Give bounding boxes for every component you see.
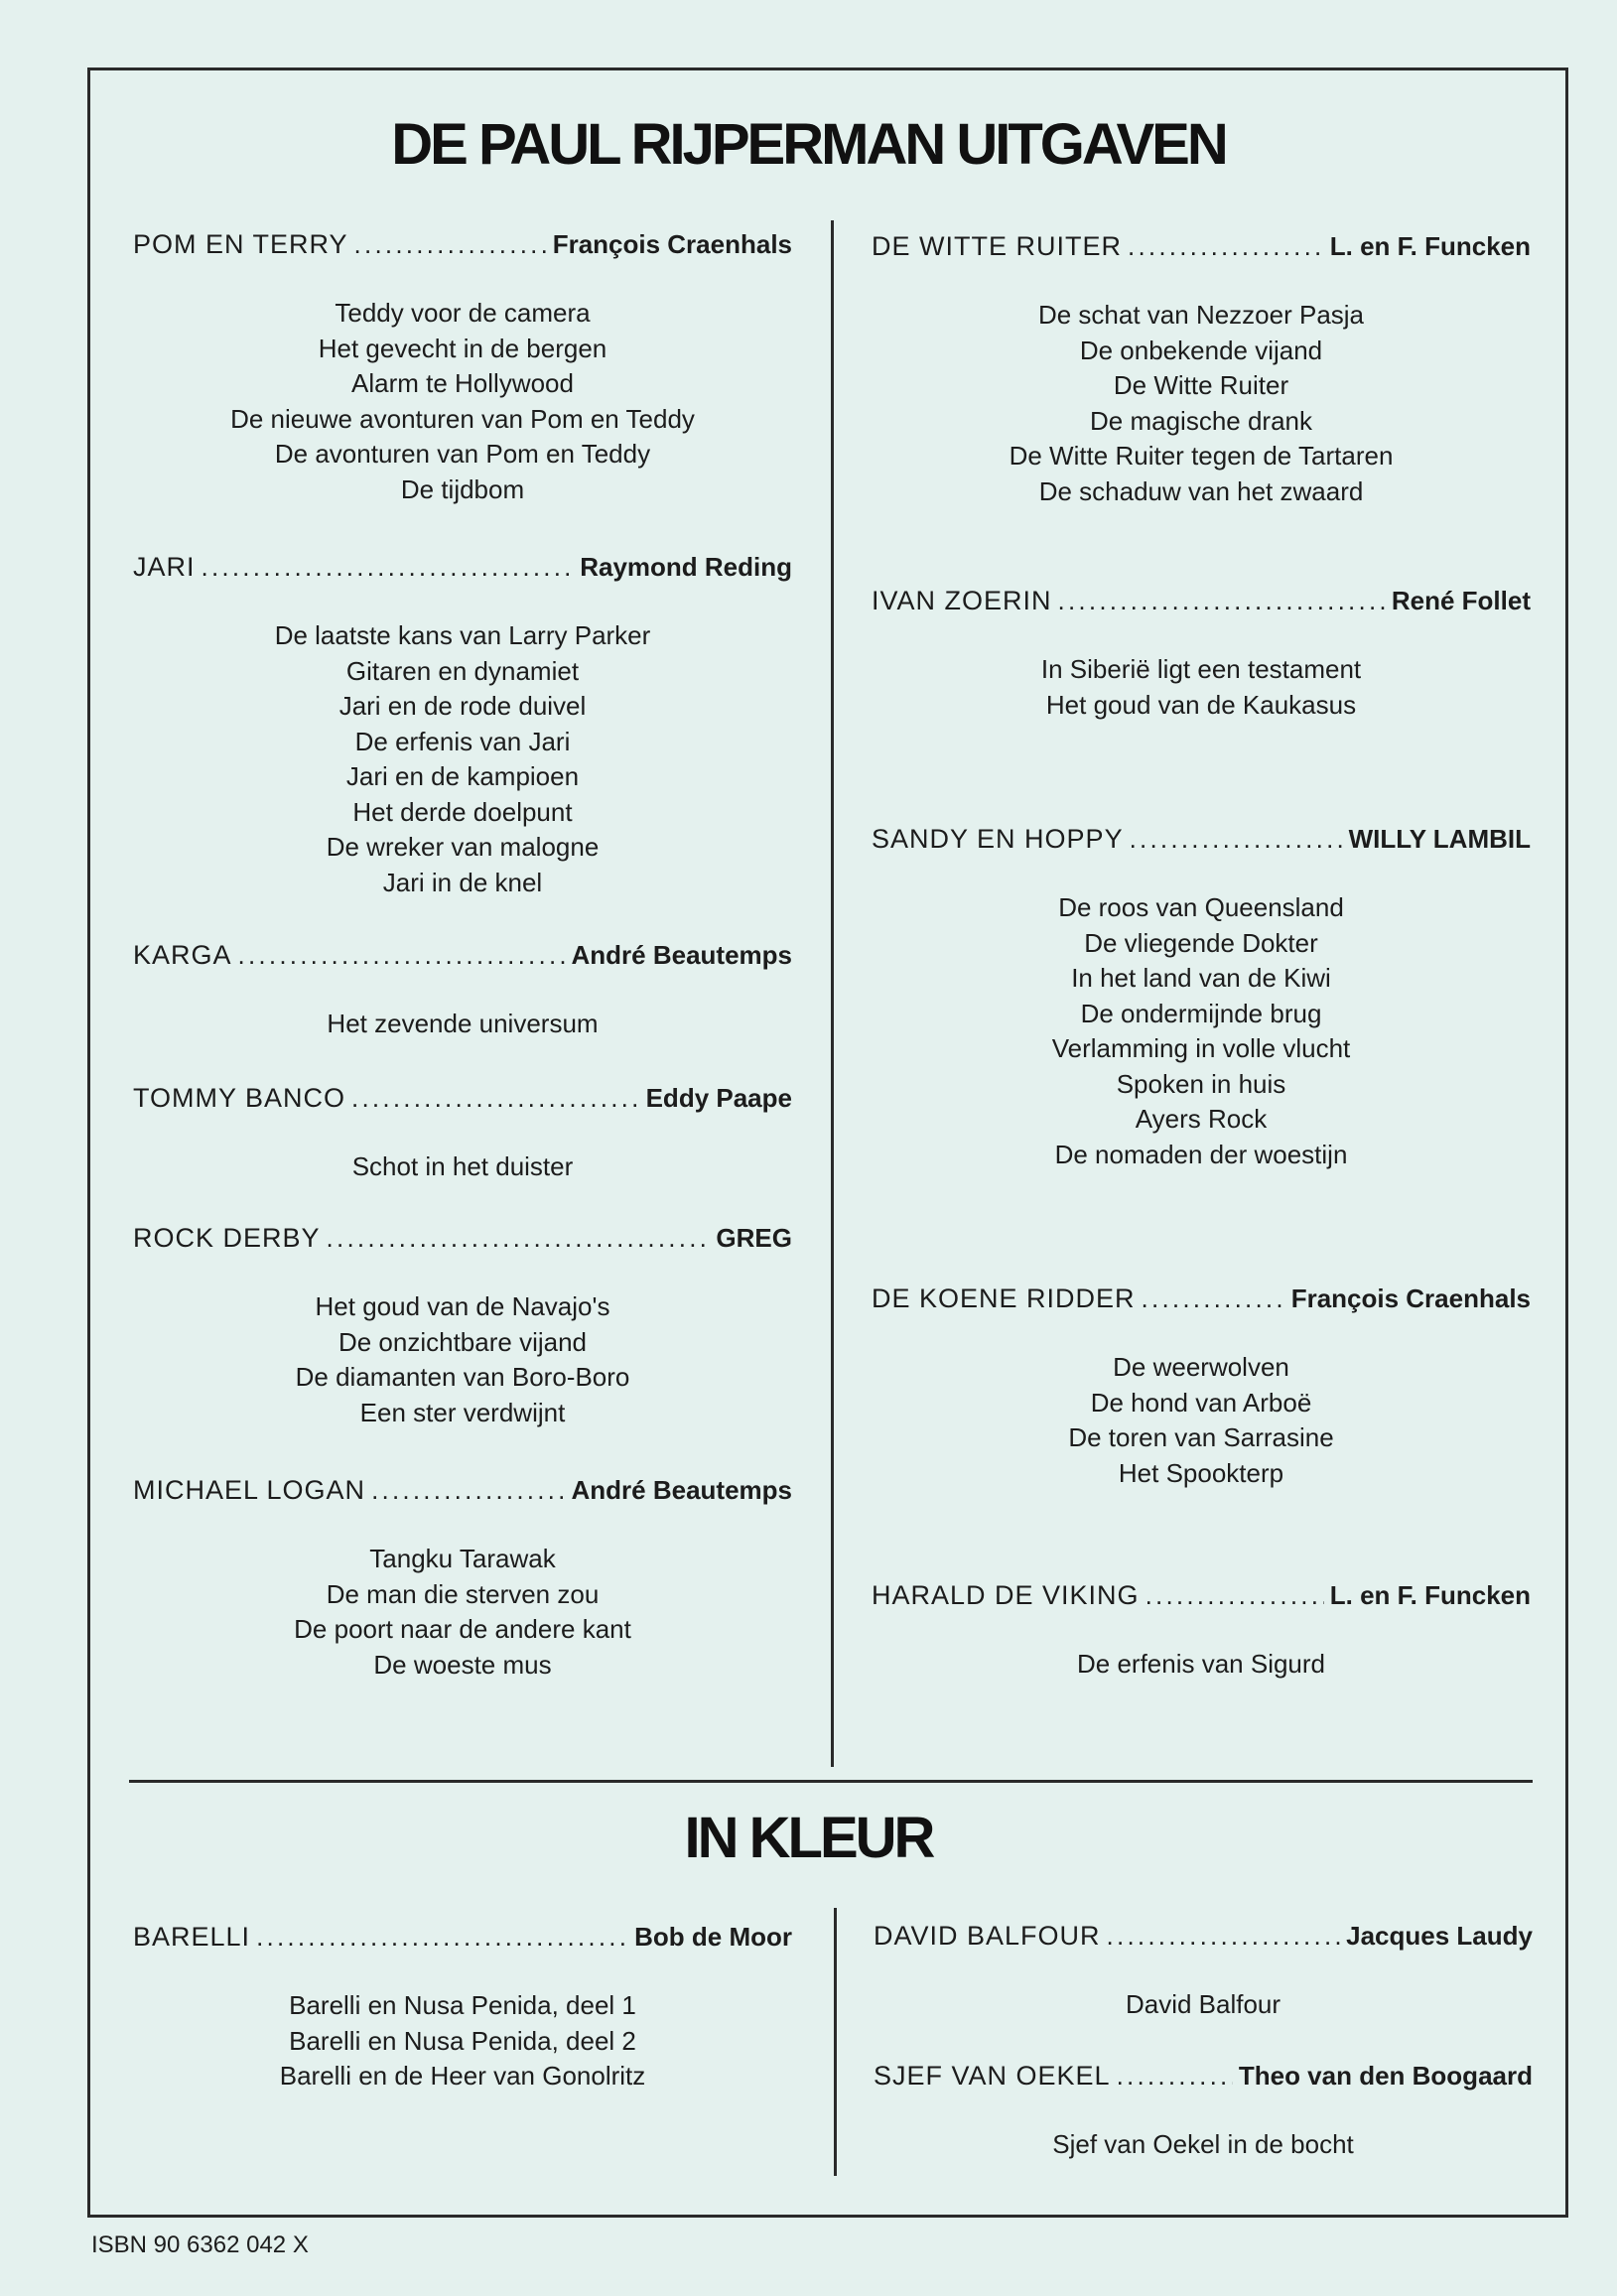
series-entry	[133, 937, 792, 1042]
leader-dots	[354, 226, 547, 262]
isbn-number: ISBN 90 6362 042 X	[91, 2231, 309, 2258]
title-list	[133, 618, 792, 900]
album-title: In het land van de Kiwi	[1071, 963, 1331, 993]
leader-dots	[1130, 821, 1343, 857]
kleur-column-divider	[834, 1908, 837, 2176]
album-title: Het derde doelpunt	[352, 796, 573, 827]
album-title: Sjef van Oekel in de bocht	[1052, 2129, 1354, 2159]
series-name: BARELLI	[133, 1922, 251, 1952]
album-title: Het zevende universum	[327, 1009, 599, 1038]
album-title: Teddy voor de camera	[335, 298, 591, 328]
album-title: Gitaren en dynamiet	[345, 655, 580, 686]
album-title: De erfenis van Jari	[354, 726, 571, 756]
leader-dots	[1145, 1577, 1324, 1613]
album-title: Een ster verdwijnt	[359, 1397, 566, 1427]
album-title: Barelli en de Heer van Gonolritz	[279, 2061, 646, 2091]
title-list	[872, 890, 1531, 1172]
series-entry	[133, 226, 792, 507]
album-title: Spoken in huis	[1116, 1068, 1286, 1099]
series-entry	[874, 2058, 1533, 2163]
album-title: De woeste mus	[373, 1649, 552, 1680]
album-title: De nomaden der woestijn	[1054, 1139, 1348, 1169]
album-title: Verlamming in volle vlucht	[1051, 1033, 1351, 1063]
series-entry	[872, 228, 1531, 509]
series-entry	[872, 1577, 1531, 1683]
title-list	[872, 1647, 1531, 1683]
album-title: De hond van Arboë	[1090, 1387, 1312, 1418]
album-title: De magische drank	[1090, 405, 1312, 436]
album-title: Het Spookterp	[1118, 1457, 1284, 1488]
leader-dots	[238, 937, 566, 973]
album-title: De Witte Ruiter tegen de Tartaren	[1009, 441, 1394, 471]
album-title: De onzichtbare vijand	[337, 1326, 588, 1357]
series-author: GREG	[716, 1223, 792, 1253]
series-name: ROCK DERBY	[133, 1223, 321, 1253]
page-title: DE PAUL RIJPERMAN UITGAVEN	[391, 112, 1226, 177]
album-title: De erfenis van Sigurd	[1076, 1649, 1326, 1679]
title-list	[133, 1988, 792, 2094]
series-entry	[133, 1220, 792, 1430]
album-title: In Siberië ligt een testament	[1040, 654, 1362, 684]
album-title: Jari in de knel	[382, 867, 543, 897]
album-title: De wreker van malogne	[326, 832, 600, 862]
series-author: François Craenhals	[1290, 1283, 1531, 1313]
series-name: DE KOENE RIDDER	[872, 1283, 1136, 1313]
album-title: De roos van Queensland	[1058, 892, 1344, 922]
series-author: Jacques Laudy	[1346, 1921, 1533, 1951]
series-entry	[133, 1472, 792, 1683]
series-author: André Beautemps	[571, 940, 792, 970]
leader-dots	[256, 1919, 628, 1955]
series-name: JARI	[133, 552, 196, 582]
series-entry	[133, 1919, 792, 2094]
series-name: KARGA	[133, 940, 232, 970]
title-list	[872, 652, 1531, 723]
album-title: De poort naar de andere kant	[294, 1614, 631, 1644]
title-list	[133, 1542, 792, 1683]
title-list	[133, 296, 792, 507]
title-list	[133, 1149, 792, 1185]
series-author: Eddy Paape	[645, 1083, 792, 1113]
leader-dots	[351, 1080, 640, 1116]
album-title: De vliegende Dokter	[1084, 927, 1318, 958]
album-title: Het goud van de Navajo's	[315, 1291, 610, 1321]
leader-dots	[371, 1472, 565, 1508]
series-author: René Follet	[1391, 586, 1531, 615]
series-name: MICHAEL LOGAN	[133, 1475, 366, 1505]
album-title: De avonturen van Pom en Teddy	[274, 439, 651, 469]
album-title: De weerwolven	[1113, 1352, 1289, 1382]
leader-dots	[1142, 1281, 1285, 1316]
series-author: Raymond Reding	[580, 552, 792, 582]
album-title: Het goud van de Kaukasus	[1045, 689, 1357, 720]
album-title: De man die sterven zou	[326, 1578, 600, 1609]
series-entry	[872, 1281, 1531, 1491]
title-list	[872, 1350, 1531, 1491]
series-author: L. en F. Funcken	[1329, 1580, 1531, 1610]
album-title: Barelli en Nusa Penida, deel 1	[289, 1990, 636, 2020]
title-list	[872, 298, 1531, 509]
series-name: SANDY EN HOPPY	[872, 824, 1124, 854]
title-list	[874, 1987, 1533, 2023]
series-entry	[872, 583, 1531, 723]
title-list	[133, 1289, 792, 1430]
title-list	[133, 1007, 792, 1042]
leader-dots	[1128, 228, 1324, 264]
album-title: Tangku Tarawak	[369, 1544, 556, 1573]
series-name: DAVID BALFOUR	[874, 1921, 1101, 1951]
leader-dots	[202, 549, 575, 585]
series-entry	[133, 549, 792, 900]
album-title: De tijdbom	[400, 473, 525, 504]
series-author: L. en F. Funcken	[1329, 231, 1531, 261]
series-name: HARALD DE VIKING	[872, 1580, 1140, 1610]
album-title: David Balfour	[1125, 1989, 1281, 2019]
leader-dots	[327, 1220, 711, 1256]
series-author: WILLY LAMBIL	[1348, 824, 1531, 854]
series-name: SJEF VAN OEKEL	[874, 2061, 1111, 2091]
series-name: POM EN TERRY	[133, 229, 348, 259]
album-title: Jari en de kampioen	[345, 761, 580, 791]
leader-dots	[1107, 1918, 1341, 1954]
album-title: De onbekende vijand	[1079, 335, 1323, 365]
album-title: De Witte Ruiter	[1113, 370, 1289, 400]
kleur-section-title: IN KLEUR	[684, 1806, 933, 1870]
album-title: Schot in het duister	[351, 1151, 574, 1181]
column-divider	[831, 220, 834, 1767]
album-title: Ayers Rock	[1135, 1104, 1268, 1134]
album-title: Jari en de rode duivel	[338, 691, 587, 721]
album-title: De toren van Sarrasine	[1068, 1422, 1334, 1452]
series-name: DE WITTE RUITER	[872, 231, 1122, 261]
leader-dots	[1058, 583, 1386, 618]
album-title: Alarm te Hollywood	[351, 368, 574, 398]
title-list	[874, 2127, 1533, 2163]
album-title: Het gevecht in de bergen	[318, 333, 607, 363]
series-entry	[872, 821, 1531, 1172]
section-divider	[129, 1780, 1533, 1783]
album-title: De laatste kans van Larry Parker	[274, 620, 651, 650]
series-author: André Beautemps	[571, 1475, 792, 1505]
album-title: De ondermijnde brug	[1080, 998, 1322, 1028]
series-author: Bob de Moor	[634, 1922, 792, 1952]
album-title: Barelli en Nusa Penida, deel 2	[289, 2025, 636, 2056]
series-entry	[874, 1918, 1533, 2023]
album-title: De schaduw van het zwaard	[1038, 475, 1364, 506]
series-author: Theo van den Boogaard	[1238, 2061, 1533, 2091]
album-title: De diamanten van Boro-Boro	[295, 1362, 630, 1392]
series-entry	[133, 1080, 792, 1185]
series-name: IVAN ZOERIN	[872, 586, 1052, 615]
leader-dots	[1117, 2058, 1233, 2093]
series-author: François Craenhals	[552, 229, 792, 259]
series-name: TOMMY BANCO	[133, 1083, 346, 1113]
album-title: De nieuwe avonturen van Pom en Teddy	[230, 403, 695, 434]
album-title: De schat van Nezzoer Pasja	[1037, 300, 1365, 330]
